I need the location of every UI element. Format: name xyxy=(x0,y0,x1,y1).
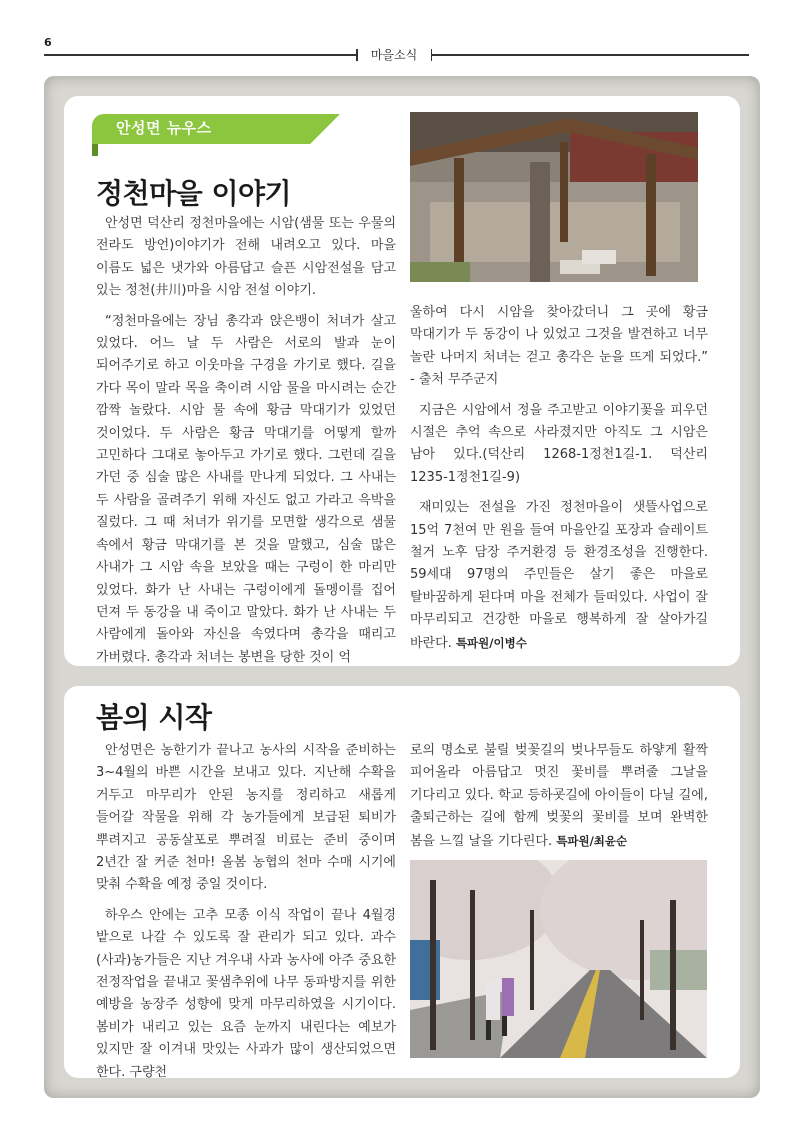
paragraph: 안성면은 농한기가 끝나고 농사의 시작을 준비하는 3~4월의 바쁜 시간을 보내고 있다. 지난해 수확을 거두고 마무리가 안된 농지를 정리하고 새롭게 들어갈 작물을 위해 각 농가들에게 보급된 퇴비가 뿌려지고 공동살포로 뿌려질 비료는 준비 중이며 2년간 잘 커준 천마! 올봄 농협의 천마 수매 시기에 맞춰 수확을 예정 중일 것이다. xyxy=(96,743,396,893)
cherry-blossom-road-photo xyxy=(410,860,707,1058)
paragraph: 하우스 안에는 고추 모종 이식 작업이 끝나 4월경 밭으로 나갈 수 있도록 잘 관리가 되고 있다. 과수(사과)농가들은 지난 겨우내 사과 농사에 아주 중요한 전정작업을 끝내고 꽃샘추위에 나무 동파방지를 위한 예방을 농장주 성향에 맞게 마무리하였을 시기이다. 봄비가 내리고 있는 요즘 눈까지 내린다는 예보가 있지만 잘 이겨내 맛있는 사과가 많이 생산되었으면 한다. 구량천 xyxy=(96,907,396,1080)
paragraph: “정천마을에는 장님 총각과 앉은뱅이 처녀가 살고 있었다. 어느 날 두 사람은 서로의 발과 눈이 되어주기로 하고 이웃마을 구경을 가기로 했다. 길을 가다 목이 말라 목을 축이려 시암 물을 마시려는 순간 깜짝 놀랐다. 시암 물 속에 황금 막대기가 있었던 것이었다. 두 사람은 황금 막대기를 어떻게 할까 고민하다 그대로 놓아두고 가기로 했다. 그런데 길을 가던 중 심술 많은 사내를 만나게 되었다. 그 사내는 두 사람을 골려주기 위해 자신도 없고 가라고 윽박을 질렀다. 그 때 처녀가 위기를 모면할 생각으로 샘물 속에서 황금 막대기를 본 것을 말했고, 심술 많은 사내가 그 시암 속을 보았을 때는 구렁이 한 마리만 있었다. 화가 난 사내는 구렁이에게 돌멩이를 집어 던져 두 동강을 내 죽이고 말았다. 화가 난 사내는 두 사람에게 돌아와 자신을 속였다며 총각을 때리고 가버렸다. 총각과 처녀는 봉변을 당한 것이 억 xyxy=(96,313,396,665)
page-number: 6 xyxy=(44,36,52,49)
article-2-right-column xyxy=(410,740,708,861)
byline: 특파원/최윤순 xyxy=(556,833,628,848)
byline: 특파원/이병수 xyxy=(455,635,527,650)
article-1-right-column xyxy=(410,302,708,663)
article-title-2: 봄의 시작 xyxy=(96,701,212,734)
article-title-1: 정천마을 이야기 xyxy=(96,177,292,210)
section-tag-accent xyxy=(92,144,98,156)
article-1-left-column xyxy=(96,213,396,677)
paragraph: 안성면 덕산리 정천마을에는 시암(샘물 또는 우물의 전라도 방언)이야기가 전해 내려오고 있다. 마을 이름도 넓은 냇가와 아름답고 슬픈 시암전설을 담고 있는 정천(井川)마을 시암 전설 이야기. xyxy=(96,216,396,299)
paragraph: 울하여 다시 시암을 찾아갔더니 그 곳에 황금 막대기가 두 동강이 나 있었고 그것을 발견하고 너무 놀란 나머지 처녀는 걷고 총각은 눈을 뜨게 되었다.” - 출처 무주군지 xyxy=(410,305,708,388)
paragraph: 지금은 시암에서 정을 주고받고 이야기꽃을 피우던 시절은 추억 속으로 사라졌지만 아직도 그 시암은 남아 있다.(덕산리 1268-1정천1길-1. 덕산리 1235-1정천1길-9) xyxy=(410,402,708,485)
article-2-left-column xyxy=(96,740,396,1092)
paragraph xyxy=(410,740,708,853)
paragraph-text: 재미있는 전설을 가진 정천마을이 샛뜰사업으로 15억 7천여 만 원을 들여 마을안길 포장과 슬레이트 철거 노후 담장 주거환경 등 환경조성을 진행한다. 59세대 97명의 주민들은 살기 좋은 마을로 탈바꿈하게 된다며 마을 전체가 들떠있다. 사업이 잘 마무리되고 건강한 마을로 행복하게 잘 살아가길 바란다. xyxy=(410,500,708,651)
paragraph-text: 로의 명소로 불릴 벚꽃길의 벚나무들도 하얗게 활짝 피어올라 아름답고 멋진 꽃비를 뿌려줄 그날을 기다리고 있다. 학교 등하굣길에 아이들이 다닐 길에, 출퇴근하는 길에 함께 벚꽃의 꽃비를 보며 완벽한 봄을 느낄 날을 기다린다. xyxy=(410,743,708,849)
header-label: 마을소식 xyxy=(356,45,432,65)
section-tag-label: 안성면 뉴우스 xyxy=(116,119,212,137)
well-photo xyxy=(410,112,698,282)
paragraph xyxy=(410,497,708,655)
